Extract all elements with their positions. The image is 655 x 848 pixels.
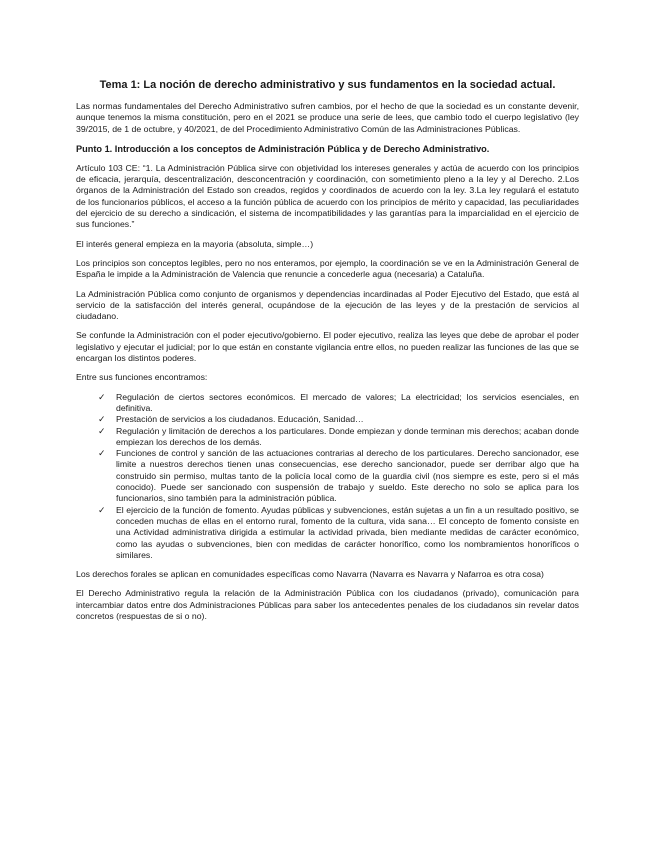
derechos-forales-paragraph: Los derechos forales se aplican en comunidades específicas como Navarra (Navarra es Navarra y Nafarroa es otra cosa) (76, 569, 544, 580)
article-103-paragraph: Artículo 103 CE: “1. La Administración Pública sirve con objetividad los intereses generales y actúa de acuerdo con los principios de eficacia, jerarquía, descentralización, desconcentración y coordinación, con sometimiento pleno a la ley y al Derecho. 2.Los órganos de la Administración del Estado son creados, regidos y coordinados de acuerdo con la ley. 3.La ley regulará el estatuto de los funcionarios públicos, el acceso a la función pública de acuerdo con los principios de mérito y capacidad, las peculiaridades del ejercicio de su derecho a sindicación, el sistema de incompatibilidades y las garantías para la imparcialidad en el ejercicio de sus funciones.” (76, 162, 579, 230)
section-heading: Punto 1. Introducción a los conceptos de Administración Pública y de Derecho Administrativo. (76, 143, 490, 154)
derecho-administrativo-regula-paragraph: El Derecho Administrativo regula la relación de la Administración Pública con los ciudadanos (privado), comunicación para intercambiar datos entre dos Administraciones Públicas para saber los antecedentes penales de los ciudadanos sin revelar datos concretos (respuestas de si o no). (76, 588, 579, 621)
document-title: Tema 1: La noción de derecho administrativo y sus fundamentos en la sociedad actual. (99, 79, 556, 91)
functions-list (76, 392, 579, 561)
list-item (98, 448, 579, 504)
intro-paragraph: Las normas fundamentales del Derecho Administrativo sufren cambios, por el hecho de que la sociedad es un constante devenir, aunque tenemos la misma constitución, pero en el 2021 se produce una serie de lees, que cambio todo el cuerpo legislativo (ley 39/2015, de 1 de octubre, y 40/2021, de del Procedimiento Administrativo Común de las Administraciones Públicas. (76, 101, 579, 134)
principios-paragraph: Los principios son conceptos legibles, pero no nos enteramos, por ejemplo, la coordinación se ve en la Administración General de España le impide a la Administración de Valencia que renuncie a concederle agua (necesaria) a Cataluña. (76, 257, 579, 280)
list-item (98, 425, 579, 449)
checkmark-icon: ✓ (98, 414, 106, 425)
interes-general-paragraph: El interés general empieza en la mayoria (absoluta, simple…) (76, 238, 314, 249)
list-item-text: Regulación de ciertos sectores económicos. El mercado de valores; La electricidad; los servicios esenciales, en definitiva. (116, 391, 579, 413)
checkmark-icon: ✓ (98, 448, 106, 459)
funciones-intro: Entre sus funciones encontramos: (76, 372, 208, 383)
list-item (98, 414, 579, 425)
checkmark-icon: ✓ (98, 425, 106, 436)
checkmark-icon: ✓ (98, 391, 106, 402)
administracion-definition-paragraph: La Administración Pública como conjunto de organismos y dependencias incardinadas al Poder Ejecutivo del Estado, que está al servicio de la satisfacción del interés general, ocupándose de la ejecución de las leyes y de la prestación de servicios al ciudadano. (76, 288, 579, 322)
list-item-text: Prestación de servicios a los ciudadanos. Educación, Sanidad… (116, 414, 364, 425)
list-item-text: El ejercicio de la función de fomento. Ayudas públicas y subvenciones, están sujetas a un fin a un resultado positivo, se conceden muchas de ellas en el entorno rural, fomento de la cultura, vida sana… El concepto de fomento consiste en una Actividad administrativa dirigida a estimular la actividad privada, bien mediante medidas de carácter económico, como las ayudas o subvenciones, bien con medidas de carácter honorífico, como los nombramientos honoríficos o similares. (116, 504, 579, 560)
list-item-text: Funciones de control y sanción de las actuaciones contrarias al derecho de los particulares. Derecho sancionador, ese limite a nuestros derechos tienen unas consecuencias, ese derecho sancionador, puede ser derribar algo que ha construido sin permiso, multas tanto de la policía local como de la guardia civil (nos siempre es este, pero si el más conocido). Puede ser sancionado con suspensión de trabajo y sueldo. Este derecho no solo se aplica para los funcionarios, sino también para la administración pública. (116, 448, 579, 504)
confusion-paragraph: Se confunde la Administración con el poder ejecutivo/gobierno. El poder ejecutivo, realiza las leyes que debe de aprobar el poder legislativo y ejecutar el judicial; por lo que están en constante vigilancia entre ellos, no pueden realizar las funciones de las que se encargan los distintos poderes. (76, 330, 579, 364)
list-item-text: Regulación y limitación de derechos a los particulares. Donde empiezan y donde terminan mis derechos; acaban donde empiezan los derechos de los demás. (116, 425, 579, 447)
list-item (98, 504, 579, 561)
list-item (98, 391, 579, 415)
checkmark-icon: ✓ (98, 504, 106, 515)
